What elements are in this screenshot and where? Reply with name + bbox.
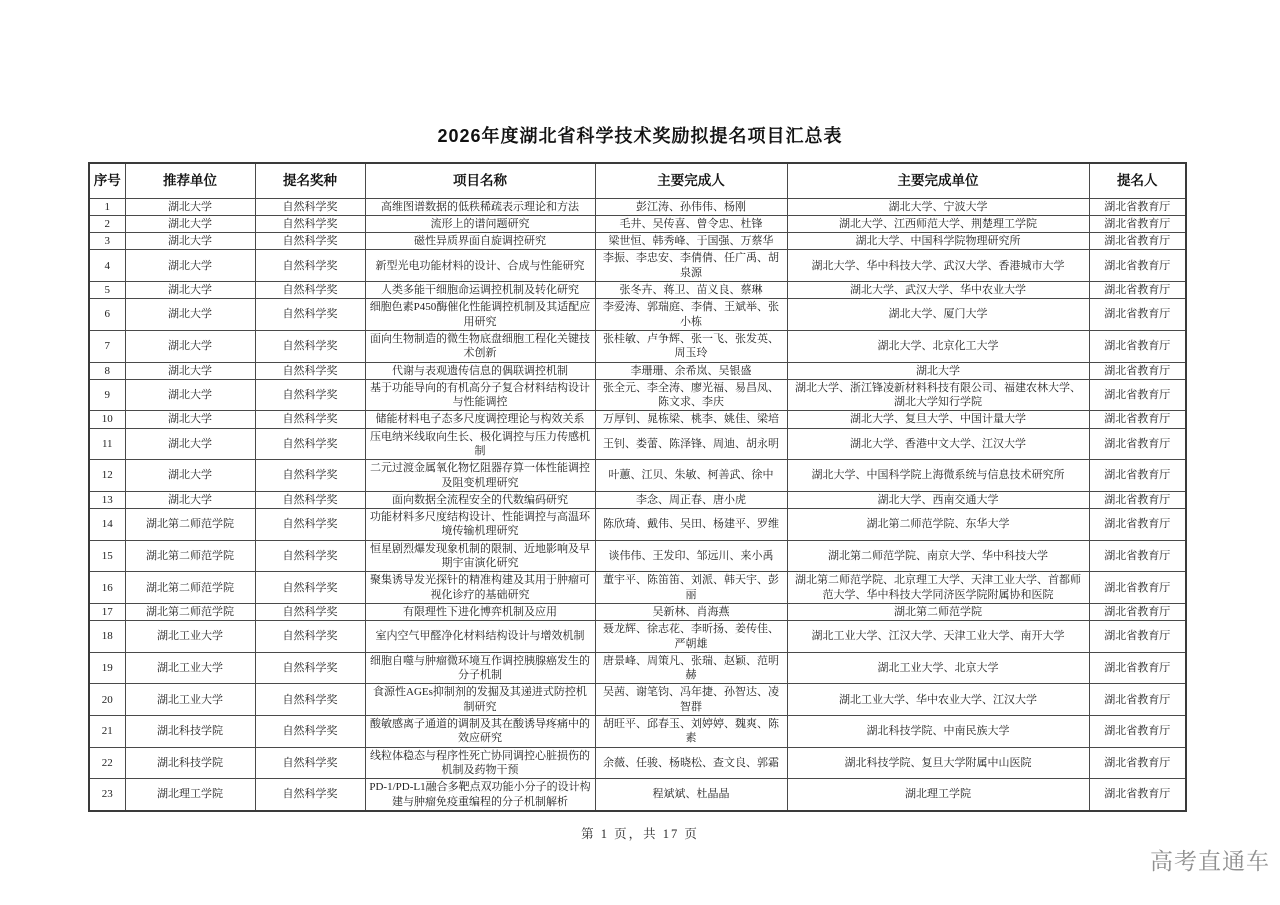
- cell-nominator: 湖北省教育厅: [1089, 716, 1186, 748]
- cell-main-completers: 张桂敏、卢争辉、张一飞、张发英、周玉玲: [595, 330, 787, 362]
- cell-index: 3: [89, 233, 125, 250]
- cell-index: 18: [89, 621, 125, 653]
- table-body: [89, 198, 1186, 811]
- cell-project-name: 储能材料电子态多尺度调控理论与构效关系: [365, 411, 595, 428]
- cell-award-type: 自然科学奖: [255, 572, 365, 604]
- cell-recommending-unit: 湖北第二师范学院: [125, 572, 255, 604]
- header-main-completing-units: 主要完成单位: [787, 163, 1089, 198]
- cell-recommending-unit: 湖北科技学院: [125, 747, 255, 779]
- cell-main-completing-units: 湖北大学、中国科学院物理研究所: [787, 233, 1089, 250]
- cell-main-completing-units: 湖北大学: [787, 362, 1089, 379]
- cell-main-completing-units: 湖北大学、香港中文大学、江汉大学: [787, 428, 1089, 460]
- table-row: [89, 233, 1186, 250]
- cell-award-type: 自然科学奖: [255, 215, 365, 232]
- cell-main-completing-units: 湖北大学、武汉大学、华中农业大学: [787, 282, 1089, 299]
- cell-main-completers: 吴茜、谢笔钧、冯年捷、孙智达、凌智群: [595, 684, 787, 716]
- table-row: [89, 299, 1186, 331]
- cell-recommending-unit: 湖北理工学院: [125, 779, 255, 811]
- cell-project-name: 功能材料多尺度结构设计、性能调控与高温环境传输机理研究: [365, 509, 595, 541]
- table-row: [89, 747, 1186, 779]
- cell-index: 22: [89, 747, 125, 779]
- cell-project-name: 二元过渡金属氧化物忆阻器存算一体性能调控及阻变机理研究: [365, 460, 595, 492]
- cell-award-type: 自然科学奖: [255, 282, 365, 299]
- cell-main-completing-units: 湖北大学、宁波大学: [787, 198, 1089, 215]
- cell-recommending-unit: 湖北大学: [125, 411, 255, 428]
- cell-main-completing-units: 湖北科技学院、中南民族大学: [787, 716, 1089, 748]
- cell-main-completers: 万厚钊、晁栋梁、桃李、姚佳、梁培: [595, 411, 787, 428]
- cell-nominator: 湖北省教育厅: [1089, 491, 1186, 508]
- cell-main-completers: 谈伟伟、王发印、邹远川、来小禹: [595, 540, 787, 572]
- cell-award-type: 自然科学奖: [255, 198, 365, 215]
- cell-nominator: 湖北省教育厅: [1089, 572, 1186, 604]
- table-row: [89, 362, 1186, 379]
- cell-award-type: 自然科学奖: [255, 684, 365, 716]
- cell-index: 16: [89, 572, 125, 604]
- cell-recommending-unit: 湖北大学: [125, 428, 255, 460]
- cell-nominator: 湖北省教育厅: [1089, 652, 1186, 684]
- watermark: 高考直通车: [1150, 848, 1270, 874]
- cell-project-name: 人类多能干细胞命运调控机制及转化研究: [365, 282, 595, 299]
- table-row: [89, 716, 1186, 748]
- header-project-name: 项目名称: [365, 163, 595, 198]
- cell-main-completers: 余薇、任骏、杨晓松、查文良、郭霜: [595, 747, 787, 779]
- table-row: [89, 652, 1186, 684]
- cell-nominator: 湖北省教育厅: [1089, 428, 1186, 460]
- table-row: [89, 779, 1186, 811]
- cell-award-type: 自然科学奖: [255, 233, 365, 250]
- cell-main-completing-units: 湖北大学、中国科学院上海微系统与信息技术研究所: [787, 460, 1089, 492]
- cell-main-completers: 王钊、娄蕾、陈泽锋、周迪、胡永明: [595, 428, 787, 460]
- cell-nominator: 湖北省教育厅: [1089, 684, 1186, 716]
- cell-main-completers: 李珊珊、余希岚、吴银盛: [595, 362, 787, 379]
- cell-index: 21: [89, 716, 125, 748]
- cell-index: 2: [89, 215, 125, 232]
- cell-index: 12: [89, 460, 125, 492]
- cell-recommending-unit: 湖北大学: [125, 282, 255, 299]
- table-row: [89, 330, 1186, 362]
- cell-recommending-unit: 湖北大学: [125, 460, 255, 492]
- cell-project-name: 恒星剧烈爆发现象机制的限制、近地影响及早期宇宙演化研究: [365, 540, 595, 572]
- cell-recommending-unit: 湖北工业大学: [125, 621, 255, 653]
- page-title: 2026年度湖北省科学技术奖励拟提名项目汇总表: [437, 126, 843, 146]
- cell-project-name: 代谢与表观遗传信息的偶联调控机制: [365, 362, 595, 379]
- cell-recommending-unit: 湖北工业大学: [125, 684, 255, 716]
- cell-main-completers: 张冬卉、蒋卫、苗义良、蔡琳: [595, 282, 787, 299]
- cell-main-completers: 毛井、吴传喜、曾令忠、杜锋: [595, 215, 787, 232]
- header-recommending-unit: 推荐单位: [125, 163, 255, 198]
- cell-main-completing-units: 湖北第二师范学院、东华大学: [787, 509, 1089, 541]
- cell-nominator: 湖北省教育厅: [1089, 215, 1186, 232]
- table-row: [89, 198, 1186, 215]
- cell-main-completing-units: 湖北工业大学、北京大学: [787, 652, 1089, 684]
- table-header: [89, 163, 1186, 198]
- page-number: 第 1 页，共 17 页: [581, 827, 699, 841]
- cell-recommending-unit: 湖北大学: [125, 379, 255, 411]
- cell-project-name: 流形上的谱问题研究: [365, 215, 595, 232]
- cell-project-name: 面向数据全流程安全的代数编码研究: [365, 491, 595, 508]
- cell-nominator: 湖北省教育厅: [1089, 603, 1186, 620]
- table-row: [89, 509, 1186, 541]
- cell-main-completing-units: 湖北大学、江西师范大学、荆楚理工学院: [787, 215, 1089, 232]
- cell-index: 7: [89, 330, 125, 362]
- cell-main-completers: 李振、李忠安、李倩倩、任广禹、胡泉源: [595, 250, 787, 282]
- cell-project-name: 有限理性下进化博弈机制及应用: [365, 603, 595, 620]
- cell-project-name: 细胞自噬与肿瘤微环境互作调控胰腺癌发生的分子机制: [365, 652, 595, 684]
- cell-main-completers: 梁世恒、韩秀峰、于国强、万蔡华: [595, 233, 787, 250]
- projects-table: [88, 162, 1187, 812]
- cell-project-name: 压电纳米线取向生长、极化调控与压力传感机制: [365, 428, 595, 460]
- cell-award-type: 自然科学奖: [255, 716, 365, 748]
- cell-award-type: 自然科学奖: [255, 330, 365, 362]
- table-row: [89, 572, 1186, 604]
- table-row: [89, 428, 1186, 460]
- cell-nominator: 湖北省教育厅: [1089, 330, 1186, 362]
- header-index: 序号: [89, 163, 125, 198]
- cell-index: 15: [89, 540, 125, 572]
- cell-nominator: 湖北省教育厅: [1089, 282, 1186, 299]
- cell-nominator: 湖北省教育厅: [1089, 509, 1186, 541]
- cell-recommending-unit: 湖北第二师范学院: [125, 603, 255, 620]
- cell-index: 14: [89, 509, 125, 541]
- cell-main-completers: 彭江涛、孙伟伟、杨刚: [595, 198, 787, 215]
- cell-nominator: 湖北省教育厅: [1089, 250, 1186, 282]
- table-row: [89, 282, 1186, 299]
- cell-award-type: 自然科学奖: [255, 411, 365, 428]
- cell-main-completing-units: 湖北第二师范学院、南京大学、华中科技大学: [787, 540, 1089, 572]
- cell-recommending-unit: 湖北第二师范学院: [125, 540, 255, 572]
- header-award-type: 提名奖种: [255, 163, 365, 198]
- table-header-row: [89, 163, 1186, 198]
- cell-main-completing-units: 湖北工业大学、江汉大学、天津工业大学、南开大学: [787, 621, 1089, 653]
- cell-award-type: 自然科学奖: [255, 509, 365, 541]
- table-row: [89, 411, 1186, 428]
- cell-recommending-unit: 湖北大学: [125, 233, 255, 250]
- cell-main-completers: 聂龙辉、徐志花、李昕扬、姜传佳、严朝雄: [595, 621, 787, 653]
- table-row: [89, 540, 1186, 572]
- cell-index: 10: [89, 411, 125, 428]
- cell-recommending-unit: 湖北工业大学: [125, 652, 255, 684]
- cell-award-type: 自然科学奖: [255, 491, 365, 508]
- cell-recommending-unit: 湖北科技学院: [125, 716, 255, 748]
- cell-index: 13: [89, 491, 125, 508]
- cell-main-completers: 吴新林、肖海燕: [595, 603, 787, 620]
- table-row: [89, 215, 1186, 232]
- cell-award-type: 自然科学奖: [255, 362, 365, 379]
- cell-index: 1: [89, 198, 125, 215]
- cell-nominator: 湖北省教育厅: [1089, 540, 1186, 572]
- cell-award-type: 自然科学奖: [255, 250, 365, 282]
- cell-project-name: PD-1/PD-L1融合多靶点双功能小分子的设计构建与肿瘤免疫重编程的分子机制解析: [365, 779, 595, 811]
- cell-nominator: 湖北省教育厅: [1089, 379, 1186, 411]
- cell-recommending-unit: 湖北大学: [125, 330, 255, 362]
- cell-project-name: 细胞色素P450酶催化性能调控机制及其适配应用研究: [365, 299, 595, 331]
- cell-nominator: 湖北省教育厅: [1089, 233, 1186, 250]
- table-row: [89, 491, 1186, 508]
- cell-project-name: 聚集诱导发光探针的精准构建及其用于肿瘤可视化诊疗的基础研究: [365, 572, 595, 604]
- cell-main-completers: 李爱涛、郭瑞庭、李倩、王斌举、张小栋: [595, 299, 787, 331]
- cell-nominator: 湖北省教育厅: [1089, 411, 1186, 428]
- cell-project-name: 高维图谱数据的低秩稀疏表示理论和方法: [365, 198, 595, 215]
- cell-main-completing-units: 湖北大学、厦门大学: [787, 299, 1089, 331]
- table-row: [89, 379, 1186, 411]
- cell-recommending-unit: 湖北大学: [125, 215, 255, 232]
- cell-project-name: 新型光电功能材料的设计、合成与性能研究: [365, 250, 595, 282]
- cell-index: 11: [89, 428, 125, 460]
- cell-award-type: 自然科学奖: [255, 299, 365, 331]
- cell-award-type: 自然科学奖: [255, 747, 365, 779]
- cell-recommending-unit: 湖北大学: [125, 198, 255, 215]
- cell-project-name: 食源性AGEs抑制剂的发掘及其递进式防控机制研究: [365, 684, 595, 716]
- cell-recommending-unit: 湖北大学: [125, 250, 255, 282]
- cell-project-name: 基于功能导向的有机高分子复合材料结构设计与性能调控: [365, 379, 595, 411]
- cell-main-completers: 董宇平、陈笛笛、刘派、韩天宇、彭丽: [595, 572, 787, 604]
- cell-recommending-unit: 湖北第二师范学院: [125, 509, 255, 541]
- cell-project-name: 室内空气甲醛净化材料结构设计与增效机制: [365, 621, 595, 653]
- cell-main-completing-units: 湖北工业大学、华中农业大学、江汉大学: [787, 684, 1089, 716]
- cell-main-completers: 张全元、李全涛、廖光福、易昌凤、陈文求、李庆: [595, 379, 787, 411]
- cell-main-completing-units: 湖北大学、西南交通大学: [787, 491, 1089, 508]
- cell-nominator: 湖北省教育厅: [1089, 198, 1186, 215]
- table-row: [89, 250, 1186, 282]
- cell-main-completers: 叶蕙、江贝、朱敏、柯善武、徐中: [595, 460, 787, 492]
- table-row: [89, 603, 1186, 620]
- cell-award-type: 自然科学奖: [255, 460, 365, 492]
- header-main-completers: 主要完成人: [595, 163, 787, 198]
- cell-index: 4: [89, 250, 125, 282]
- table-row: [89, 684, 1186, 716]
- cell-recommending-unit: 湖北大学: [125, 299, 255, 331]
- cell-recommending-unit: 湖北大学: [125, 362, 255, 379]
- cell-nominator: 湖北省教育厅: [1089, 460, 1186, 492]
- cell-main-completing-units: 湖北第二师范学院、北京理工大学、天津工业大学、首都师范大学、华中科技大学同济医学院附属协和医院: [787, 572, 1089, 604]
- cell-main-completers: 程斌斌、杜晶晶: [595, 779, 787, 811]
- cell-award-type: 自然科学奖: [255, 621, 365, 653]
- cell-index: 6: [89, 299, 125, 331]
- cell-nominator: 湖北省教育厅: [1089, 362, 1186, 379]
- cell-nominator: 湖北省教育厅: [1089, 779, 1186, 811]
- cell-main-completing-units: 湖北理工学院: [787, 779, 1089, 811]
- cell-main-completers: 李念、周正春、唐小虎: [595, 491, 787, 508]
- cell-award-type: 自然科学奖: [255, 652, 365, 684]
- cell-main-completers: 陈欣琦、戴伟、吴田、杨建平、罗维: [595, 509, 787, 541]
- table-row: [89, 460, 1186, 492]
- cell-index: 19: [89, 652, 125, 684]
- cell-index: 9: [89, 379, 125, 411]
- cell-index: 17: [89, 603, 125, 620]
- cell-nominator: 湖北省教育厅: [1089, 621, 1186, 653]
- cell-project-name: 面向生物制造的微生物底盘细胞工程化关键技术创新: [365, 330, 595, 362]
- cell-main-completing-units: 湖北大学、华中科技大学、武汉大学、香港城市大学: [787, 250, 1089, 282]
- cell-award-type: 自然科学奖: [255, 428, 365, 460]
- cell-index: 20: [89, 684, 125, 716]
- cell-award-type: 自然科学奖: [255, 779, 365, 811]
- cell-award-type: 自然科学奖: [255, 379, 365, 411]
- cell-main-completing-units: 湖北大学、北京化工大学: [787, 330, 1089, 362]
- cell-nominator: 湖北省教育厅: [1089, 299, 1186, 331]
- cell-main-completing-units: 湖北第二师范学院: [787, 603, 1089, 620]
- cell-project-name: 磁性异质界面自旋调控研究: [365, 233, 595, 250]
- cell-main-completers: 胡旺平、邱春玉、刘婷婷、魏爽、陈素: [595, 716, 787, 748]
- cell-project-name: 线粒体稳态与程序性死亡协同调控心脏损伤的机制及药物干预: [365, 747, 595, 779]
- cell-recommending-unit: 湖北大学: [125, 491, 255, 508]
- cell-project-name: 酸敏感离子通道的调制及其在酸诱导疼痛中的效应研究: [365, 716, 595, 748]
- cell-award-type: 自然科学奖: [255, 540, 365, 572]
- header-nominator: 提名人: [1089, 163, 1186, 198]
- table-row: [89, 621, 1186, 653]
- cell-nominator: 湖北省教育厅: [1089, 747, 1186, 779]
- cell-main-completers: 唐景峰、周策凡、张瑞、赵颖、范明赫: [595, 652, 787, 684]
- cell-award-type: 自然科学奖: [255, 603, 365, 620]
- cell-index: 5: [89, 282, 125, 299]
- cell-main-completing-units: 湖北大学、复旦大学、中国计量大学: [787, 411, 1089, 428]
- cell-index: 8: [89, 362, 125, 379]
- cell-index: 23: [89, 779, 125, 811]
- cell-main-completing-units: 湖北科技学院、复旦大学附属中山医院: [787, 747, 1089, 779]
- cell-main-completing-units: 湖北大学、浙江锋凌新材料科技有限公司、福建农林大学、湖北大学知行学院: [787, 379, 1089, 411]
